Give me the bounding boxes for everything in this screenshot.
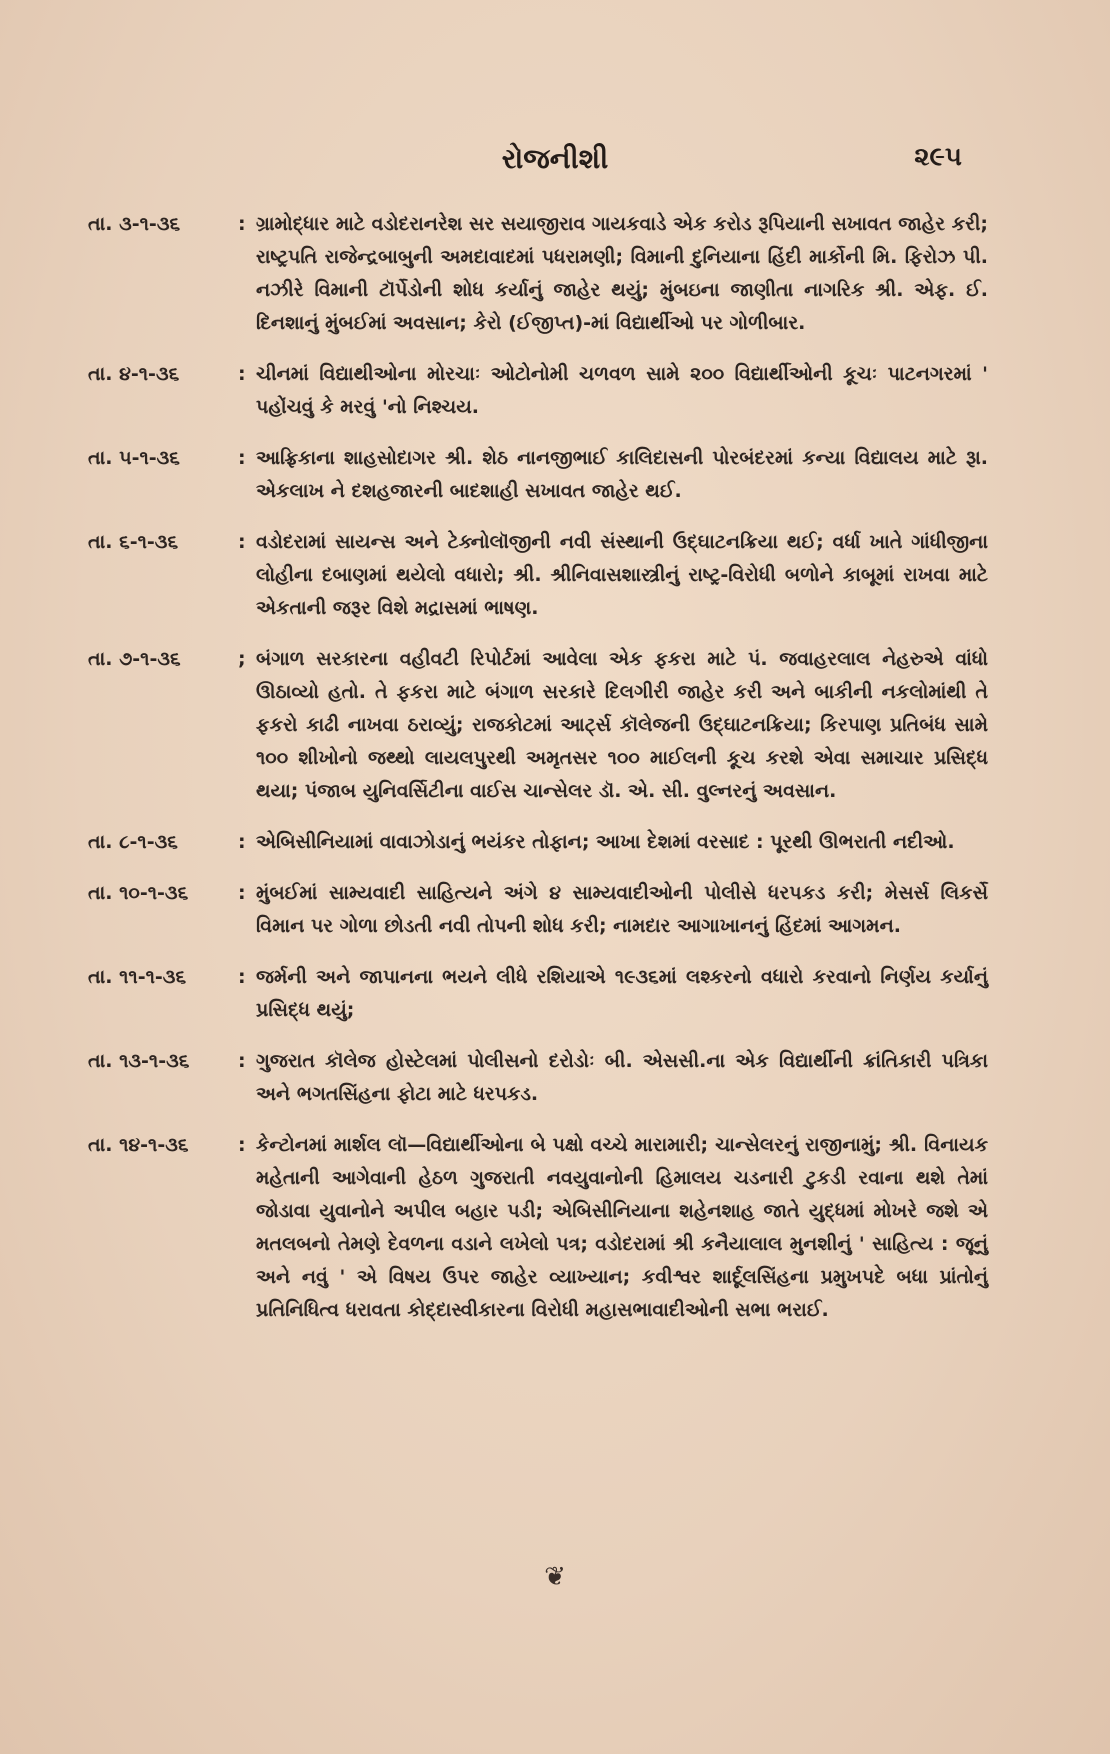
entry-separator: : xyxy=(238,831,246,853)
entry-date: તા. ૭-૧-૩૬ xyxy=(88,648,181,670)
entry-separator: : xyxy=(238,882,246,904)
entry-separator: : xyxy=(238,363,246,385)
page-number: ૨૯૫ xyxy=(914,142,962,172)
diary-entry xyxy=(88,643,988,808)
entry-separator: : xyxy=(238,531,246,553)
diary-entry xyxy=(88,208,988,340)
diary-entry xyxy=(88,877,988,943)
entry-separator: : xyxy=(238,966,246,988)
entry-separator: : xyxy=(238,213,246,235)
diary-entry xyxy=(88,1129,988,1327)
entry-separator: : xyxy=(238,1050,246,1072)
entry-date: તા. ૩-૧-૩૬ xyxy=(88,213,181,235)
ornament-icon: ❦ xyxy=(544,1562,566,1592)
running-title: રોજનીશી xyxy=(501,142,609,175)
entry-separator: : xyxy=(238,1134,246,1156)
page-header xyxy=(0,142,1110,192)
entry-separator: : xyxy=(238,447,246,469)
entry-date: તા. ૬-૧-૩૬ xyxy=(88,531,179,553)
entry-date: તા. ૪-૧-૩૬ xyxy=(88,363,180,385)
entry-text: મુંબઈમાં સામ્યવાદી સાહિત્યને અંગે ૪ સામ્યવાદીઓની પોલીસે ધરપકડ કરી; મેસર્સ લિકર્સે વિમાન પર ગોળા છોડતી નવી તોપની શોધ કરી; નામદાર આગાખાનનું હિંદમાં આગમન. xyxy=(256,882,988,937)
entry-text: ગુજરાત કૉલેજ હોસ્ટેલમાં પોલીસનો દરોડોઃ બી. એસસી.ના એક વિદ્યાર્થીની ક્રાંતિકારી પત્રિકા અને ભગતસિંહના ફોટા માટે ધરપકડ. xyxy=(256,1050,988,1105)
entry-date: તા. ૫-૧-૩૬ xyxy=(88,447,180,469)
entry-text: આફ્રિકાના શાહસોદાગર શ્રી. શેઠ નાનજીભાઈ કાલિદાસની પોરબંદરમાં કન્યા વિદ્યાલય માટે રૂા. એકલાખ ને દશહજારની બાદશાહી સખાવત જાહેર થઈ. xyxy=(256,447,988,502)
entry-date: તા. ૮-૧-૩૬ xyxy=(88,831,178,853)
diary-entry xyxy=(88,526,988,625)
entry-text: જર્મની અને જાપાનના ભયને લીધે રશિયાએ ૧૯૩૬માં લશ્કરનો વધારો કરવાનો નિર્ણય કર્યાનું પ્રસિદ્ધ થયું; xyxy=(256,966,988,1021)
diary-entries xyxy=(88,208,988,1345)
entry-date: તા. ૧૧-૧-૩૬ xyxy=(88,966,187,988)
entry-date: તા. ૧૦-૧-૩૬ xyxy=(88,882,189,904)
diary-entry xyxy=(88,442,988,508)
entry-text: કેન્ટોનમાં માર્શલ લૉ—વિદ્યાર્થીઓના બે પક્ષો વચ્ચે મારામારી; ચાન્સેલરનું રાજીનામું; શ્રી. વિનાયક મહેતાની આગેવાની હેઠળ ગુજરાતી નવયુવાનોની હિમાલય ચડનારી ટુકડી રવાના થશે તેમાં જોડાવા યુવાનોને અપીલ બહાર પડી; એબિસીનિયાના શહેનશાહ જાતે યુદ્ધમાં મોખરે જશે એ મતલબનો તેમણે દેવળના વડાને લખેલો પત્ર; વડોદરામાં શ્રી કનૈયાલાલ મુનશીનું ' સાહિત્ય : જૂનું અને નવું ' એ વિષય ઉપર જાહેર વ્યાખ્યાન; કવીશ્વર શાર્દૂલસિંહના પ્રમુખપદે બધા પ્રાંતોનું પ્રતિનિધિત્વ ધરાવતા કોદ્દાસ્વીકારના વિરોધી મહાસભાવાદીઓની સભા ભરાઈ. xyxy=(256,1134,989,1321)
entry-text: ગ્રામોદ્ધાર માટે વડોદરાનરેશ સર સયાજીરાવ ગાયકવાડે એક કરોડ રૂપિયાની સખાવત જાહેર કરી; રાષ્ટ્રપતિ રાજેન્દ્રબાબુની અમદાવાદમાં પધરામણી; વિમાની દુનિયાના હિંદી માર્કોની મિ. ફિરોઝ પી. નઝીરે વિમાની ટૉર્પેડોની શોધ કર્યાનું જાહેર થયું; મુંબઇના જાણીતા નાગરિક શ્રી. એફ. ઈ. દિનશાનું મુંબઈમાં અવસાન; કેરો (ઈજીપ્ત)-માં વિદ્યાર્થીઓ પર ગોળીબાર. xyxy=(256,213,988,334)
entry-separator: ; xyxy=(238,648,246,670)
entry-text: ચીનમાં વિદ્યાથીઓના મોરચાઃ ઓટોનોમી ચળવળ સામે ૨૦૦ વિદ્યાર્થીઓની કૂચઃ પાટનગરમાં ' પહોંચવું કે મરવું 'નો નિશ્ચય. xyxy=(256,363,988,418)
diary-entry xyxy=(88,961,988,1027)
diary-entry xyxy=(88,826,988,859)
entry-text: વડોદરામાં સાયન્સ અને ટેક્નોલૉજીની નવી સંસ્થાની ઉદ્ઘાટનક્રિયા થઈ; વર્ધા ખાતે ગાંધીજીના લોહીના દબાણમાં થયેલો વધારો; શ્રી. શ્રીનિવાસશાસ્ત્રીનું રાષ્ટ્ર-વિરોધી બળોને કાબૂમાં રાખવા માટે એકતાની જરૂર વિશે મદ્રાસમાં ભાષણ. xyxy=(256,531,988,619)
diary-entry xyxy=(88,358,988,424)
entry-date: તા. ૧૩-૧-૩૬ xyxy=(88,1050,190,1072)
diary-entry xyxy=(88,1045,988,1111)
entry-text: એબિસીનિયામાં વાવાઝોડાનું ભયંકર તોફાન; આખા દેશમાં વરસાદ : પૂરથી ઊભરાતી નદીઓ. xyxy=(256,831,955,853)
entry-text: બંગાળ સરકારના વહીવટી રિપોર્ટમાં આવેલા એક ફકરા માટે પં. જવાહરલાલ નેહરુએ વાંધો ઊઠાવ્યો હતો. તે ફકરા માટે બંગાળ સરકારે દિલગીરી જાહેર કરી અને બાકીની નકલોમાંથી તે ફકરો કાઢી નાખવા ઠરાવ્યું; રાજકોટમાં આર્ટ્સ કૉલેજની ઉદ્ઘાટનક્રિયા; કિરપાણ પ્રતિબંધ સામે ૧૦૦ શીખોનો જથ્થો લાયલપુરથી અમૃતસર ૧૦૦ માઈલની કૂચ કરશે એવા સમાચાર પ્રસિદ્ધ થયા; પંજાબ યુનિવર્સિટીના વાઈસ ચાન્સેલર ડૉ. એ. સી. વુલ્નરનું અવસાન. xyxy=(256,648,988,802)
entry-date: તા. ૧૪-૧-૩૬ xyxy=(88,1134,189,1156)
